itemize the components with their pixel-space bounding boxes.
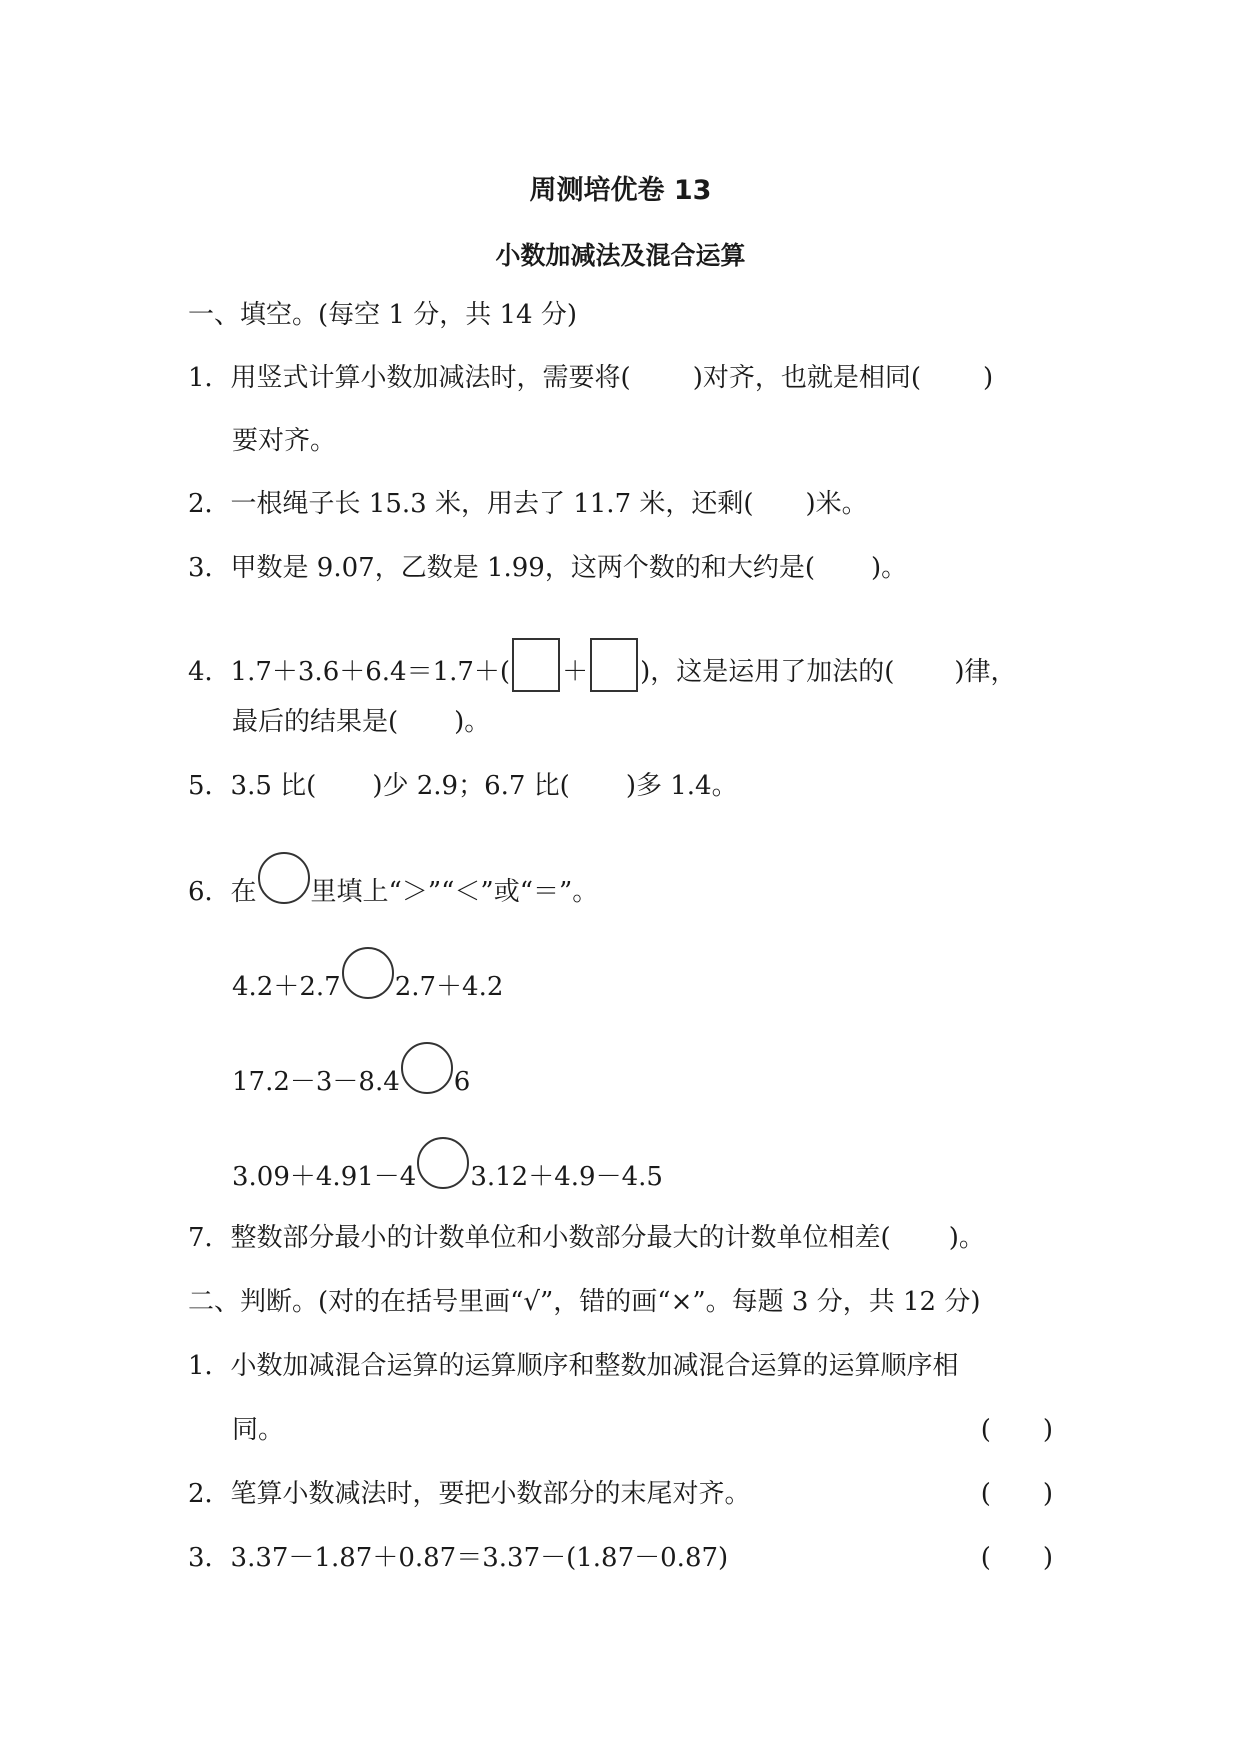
q2-text-a: 2．一根绳子长 15.3 米，用去了 11.7 米，还剩( xyxy=(188,489,754,519)
question-1-1 xyxy=(188,358,993,398)
page-subtitle: 小数加减法及混合运算 xyxy=(495,241,746,270)
compare-circle-1[interactable] xyxy=(342,947,394,999)
question-1-7 xyxy=(188,1218,985,1258)
compare-row-3 xyxy=(232,1145,663,1197)
compare-3-right: 3.12＋4.9－4.5 xyxy=(470,1162,663,1192)
q4-text-c: )律， xyxy=(954,657,1017,687)
compare-circle-3[interactable] xyxy=(417,1137,469,1189)
q4-text-b: )，这是运用了加法的( xyxy=(640,657,895,687)
page-title: 周测培优卷 13 xyxy=(529,175,712,206)
compare-row-1 xyxy=(232,955,503,1007)
circle-icon xyxy=(258,852,310,904)
q1-text-a: 1．用竖式计算小数加减法时，需要将( xyxy=(188,363,631,393)
compare-2-left: 17.2－3－8.4 xyxy=(232,1067,400,1097)
q4-plus: ＋ xyxy=(562,657,589,687)
answer-box-1[interactable] xyxy=(512,638,560,692)
q7-text-a: 7．整数部分最小的计数单位和小数部分最大的计数单位相差( xyxy=(188,1223,891,1253)
section1-heading: 一、填空。(每空 1 分，共 14 分) xyxy=(188,300,577,330)
tf-question-2: 2．笔算小数减法时，要把小数部分的末尾对齐。 xyxy=(188,1479,751,1509)
question-1-5 xyxy=(188,766,738,806)
compare-row-2 xyxy=(232,1050,470,1102)
tf-question-3: 3．3.37－1.87＋0.87＝3.37－(1.87－0.87) xyxy=(188,1543,729,1573)
q1-text-d: 要对齐。 xyxy=(232,426,337,456)
tf-question-1-cont: 同。 xyxy=(232,1415,285,1445)
q4-text-a: 4．1.7＋3.6＋6.4＝1.7＋( xyxy=(188,657,511,687)
q1-text-b: )对齐，也就是相同( xyxy=(692,363,921,393)
answer-box-2[interactable] xyxy=(590,638,638,692)
question-1-4-cont xyxy=(232,702,490,742)
q2-text-b: )米。 xyxy=(805,489,868,519)
q1-text-c: ) xyxy=(982,363,994,393)
question-1-6 xyxy=(188,860,598,912)
tf-answer-paren-1[interactable]: ( ) xyxy=(980,1415,1053,1445)
tf-answer-paren-2[interactable]: ( ) xyxy=(980,1479,1053,1509)
tf-answer-paren-3[interactable]: ( ) xyxy=(980,1543,1053,1573)
compare-circle-2[interactable] xyxy=(401,1042,453,1094)
compare-2-right: 6 xyxy=(453,1067,471,1097)
q5-text-a: 5．3.5 比( xyxy=(188,771,317,801)
q3-text-b: )。 xyxy=(871,553,908,583)
compare-3-left: 3.09＋4.91－4 xyxy=(232,1162,417,1192)
q4-text-e: )。 xyxy=(454,707,491,737)
q4-text-d: 最后的结果是( xyxy=(232,707,399,737)
question-1-2 xyxy=(188,484,868,524)
q6-text-b: 里填上“＞”“＜”或“＝”。 xyxy=(310,877,599,907)
compare-1-right: 2.7＋4.2 xyxy=(394,972,504,1002)
q7-text-b: )。 xyxy=(948,1223,985,1253)
q6-text-a: 6．在 xyxy=(188,877,257,907)
section2-heading: 二、判断。(对的在括号里画“√”，错的画“×”。每题 3 分，共 12 分) xyxy=(188,1287,981,1317)
q5-text-c: )多 1.4。 xyxy=(625,771,738,801)
compare-1-left: 4.2＋2.7 xyxy=(232,972,341,1002)
q5-text-b: )少 2.9；6.7 比( xyxy=(372,771,570,801)
tf-question-1: 1．小数加减混合运算的运算顺序和整数加减混合运算的运算顺序相 xyxy=(188,1351,959,1381)
question-1-3 xyxy=(188,548,907,588)
question-1-4 xyxy=(188,638,1017,692)
q3-text-a: 3．甲数是 9.07，乙数是 1.99，这两个数的和大约是( xyxy=(188,553,815,583)
